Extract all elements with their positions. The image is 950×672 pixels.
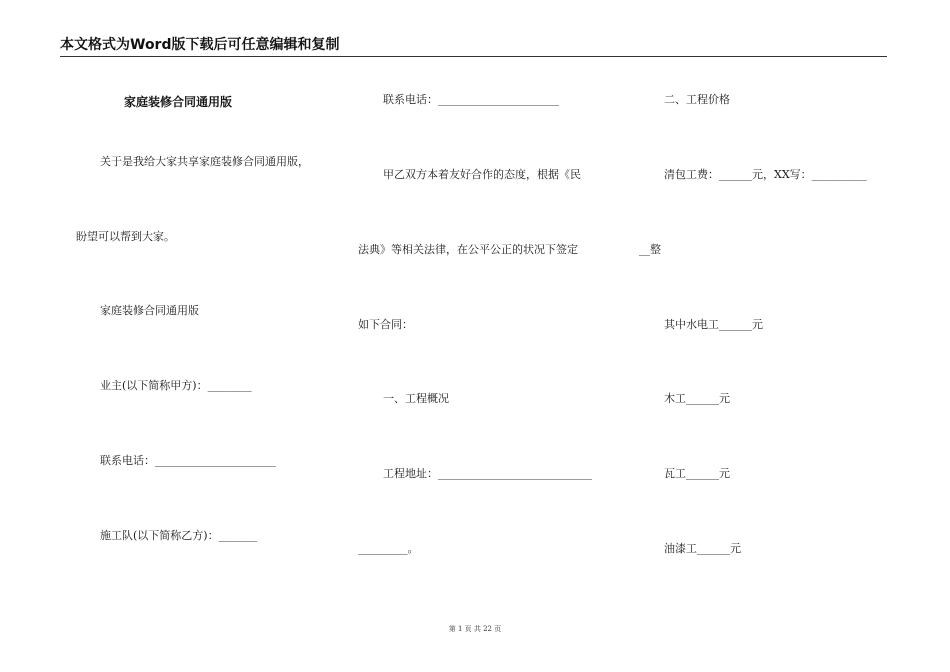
- body-line: 工程地址：____________________________: [383, 467, 592, 480]
- page-footer: 第 1 页 共 22 页: [448, 625, 502, 633]
- body-line: _________。: [358, 542, 419, 555]
- body-line: 甲乙双方本着友好合作的态度，根据《民: [383, 168, 581, 181]
- body-line: 油漆工______元: [664, 542, 741, 555]
- document-header: 本文格式为Word版下载后可任意编辑和复制: [60, 34, 887, 57]
- body-line: __整: [639, 243, 661, 256]
- body-line: 施工队(以下简称乙方)：_______: [100, 529, 258, 542]
- body-line: 法典》等相关法律，在公平公正的状况下签定: [358, 243, 578, 256]
- body-line: 二、工程价格: [664, 93, 730, 106]
- document-title: 家庭装修合同通用版: [124, 95, 233, 109]
- body-line: 瓦工______元: [664, 467, 730, 480]
- body-line: 业主(以下简称甲方)：________: [100, 379, 252, 392]
- body-line: 清包工费：______元，XX写：__________: [664, 168, 867, 181]
- body-line: 其中水电工______元: [664, 318, 763, 331]
- body-line: 家庭装修合同通用版: [100, 304, 199, 317]
- body-line: 一、工程概况: [383, 392, 449, 405]
- body-line: 联系电话：______________________: [383, 93, 559, 106]
- body-line: 关于是我给大家共享家庭装修合同通用版，: [100, 155, 309, 168]
- body-line: 盼望可以帮到大家。: [76, 230, 175, 243]
- body-line: 如下合同：: [358, 318, 413, 331]
- body-line: 联系电话：______________________: [100, 454, 276, 467]
- body-line: 木工______元: [664, 392, 730, 405]
